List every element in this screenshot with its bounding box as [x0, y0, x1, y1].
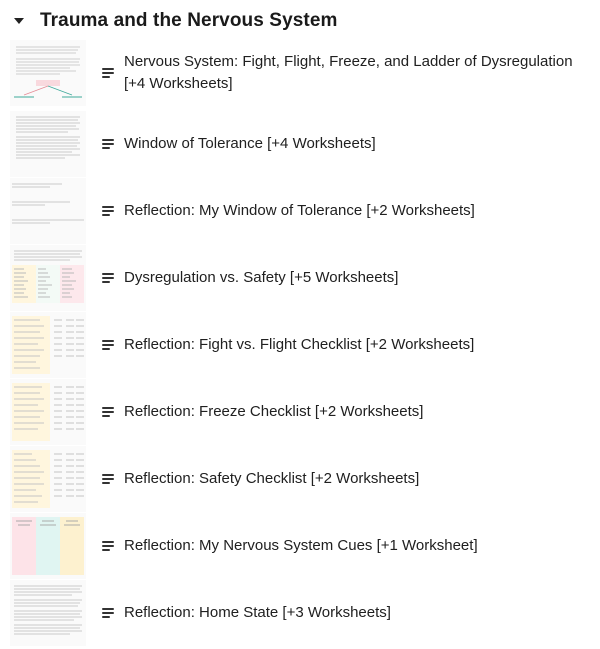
lesson-text-icon [102, 474, 114, 484]
caret-down-icon[interactable] [14, 18, 24, 24]
lesson-thumbnail [10, 513, 86, 579]
lesson-thumbnail [10, 379, 86, 445]
lesson-thumbnail [10, 312, 86, 378]
lesson-item[interactable] [0, 111, 600, 177]
lesson-item[interactable] [0, 245, 600, 311]
lesson-title[interactable]: Reflection: Freeze Checklist [+2 Worksheets] [124, 403, 424, 420]
lesson-text-icon [102, 273, 114, 283]
lesson-text-icon [102, 608, 114, 618]
lesson-item[interactable] [0, 40, 600, 106]
lesson-item[interactable] [0, 379, 600, 445]
checklist-icon [10, 379, 86, 445]
lesson-thumbnail [10, 178, 86, 244]
lesson-title[interactable]: Reflection: My Nervous System Cues [+1 Worksheet] [124, 537, 478, 554]
text-document-icon [10, 111, 86, 177]
lesson-thumbnail [10, 40, 86, 106]
lesson-text-icon [102, 68, 114, 78]
lesson-thumbnail [10, 580, 86, 646]
checklist-icon [10, 312, 86, 378]
lesson-thumbnail [10, 446, 86, 512]
text-document-icon [10, 580, 86, 646]
lesson-text-icon [102, 206, 114, 216]
lesson-title[interactable]: Reflection: Fight vs. Flight Checklist [+2 Worksheets] [124, 336, 475, 353]
lesson-title[interactable]: Window of Tolerance [+4 Worksheets] [124, 135, 376, 152]
lesson-thumbnail [10, 245, 86, 311]
lesson-thumbnail [10, 111, 86, 177]
section-header[interactable] [10, 8, 338, 34]
lesson-title[interactable]: Reflection: Home State [+3 Worksheets] [124, 604, 391, 621]
checklist-icon [10, 446, 86, 512]
lesson-title[interactable]: Reflection: My Window of Tolerance [+2 Worksheets] [124, 202, 475, 219]
lesson-item[interactable] [0, 513, 600, 579]
lesson-title[interactable]: Nervous System: Fight, Flight, Freeze, and Ladder of Dysregulation [+4 Worksheets] [124, 53, 573, 92]
lesson-item[interactable] [0, 312, 600, 378]
lesson-item[interactable] [0, 446, 600, 512]
text-document-icon [10, 178, 86, 244]
lesson-text-icon [102, 541, 114, 551]
lesson-text-icon [102, 407, 114, 417]
section-title: Trauma and the Nervous System [40, 10, 338, 31]
lesson-text-icon [102, 139, 114, 149]
lesson-title[interactable]: Dysregulation vs. Safety [+5 Worksheets] [124, 269, 399, 286]
lesson-item[interactable] [0, 580, 600, 646]
lesson-title[interactable]: Reflection: Safety Checklist [+2 Worksheets] [124, 470, 420, 487]
colored-table-icon [10, 245, 86, 311]
three-columns-icon [10, 513, 86, 579]
nervous-system-diagram-icon [10, 40, 86, 106]
lesson-text-icon [102, 340, 114, 350]
lesson-item[interactable] [0, 178, 600, 244]
